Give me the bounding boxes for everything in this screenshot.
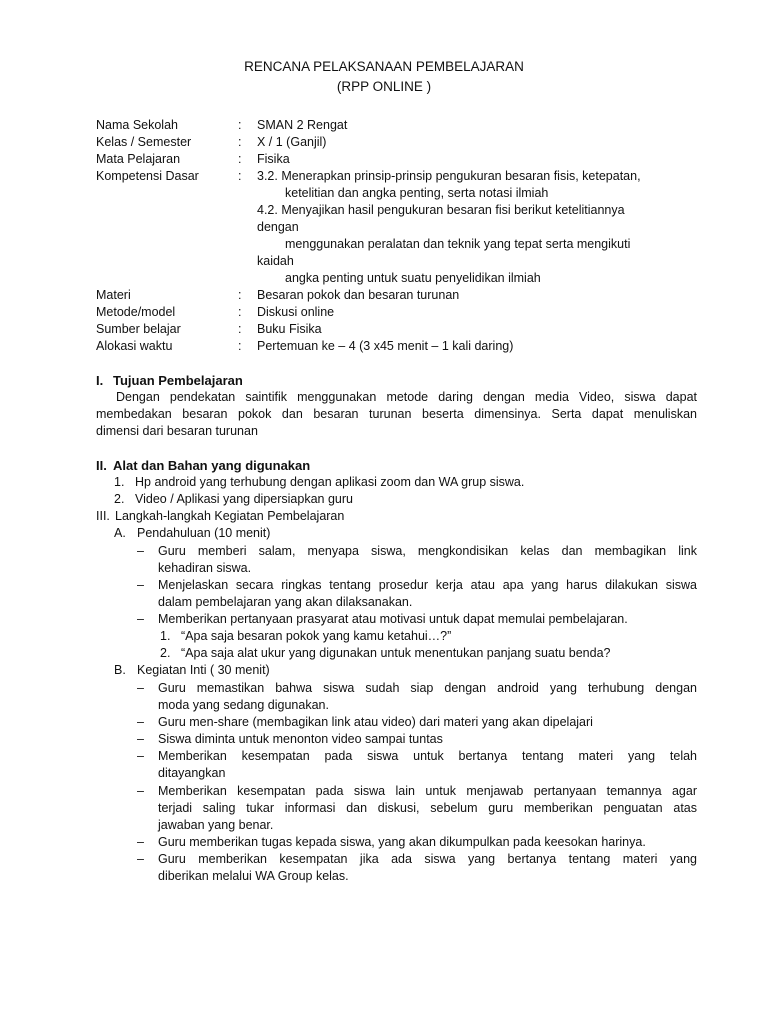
activity-line: Memberikan kesempatan pada siswa lain untuk menjawab pertanyaan temannya agar: [158, 784, 697, 798]
label-kelas-semester: Kelas / Semester: [96, 135, 192, 149]
dash-bullet: –: [137, 681, 144, 695]
kd-line: 3.2. Menerapkan prinsip-prinsip pengukuran besaran fisis, ketepatan,: [257, 169, 641, 183]
label-kompetensi-dasar: Kompetensi Dasar: [96, 169, 199, 183]
value-alokasi-waktu: Pertemuan ke – 4 (3 x45 menit – 1 kali daring): [257, 339, 514, 353]
dash-bullet: –: [137, 784, 144, 798]
subsection-letter: B.: [114, 663, 126, 677]
activity-line: diberikan melalui WA Group kelas.: [158, 869, 349, 883]
activity-line: Guru memastikan bahwa siswa sudah siap dengan android yang terhubung dengan: [158, 681, 697, 695]
colon: :: [238, 152, 242, 166]
dash-bullet: –: [137, 732, 144, 746]
colon: :: [238, 339, 242, 353]
section-3-heading: Langkah-langkah Kegiatan Pembelajaran: [115, 509, 345, 523]
list-number: 1.: [114, 475, 125, 489]
activity-line: Guru memberikan tugas kepada siswa, yang akan dikumpulkan pada keesokan harinya.: [158, 835, 646, 849]
value-materi: Besaran pokok dan besaran turunan: [257, 288, 460, 302]
label-mata-pelajaran: Mata Pelajaran: [96, 152, 181, 166]
dash-bullet: –: [137, 852, 144, 866]
document-title: RENCANA PELAKSANAAN PEMBELAJARAN: [244, 59, 524, 74]
objective-paragraph-line: dimensi dari besaran turunan: [96, 424, 258, 438]
list-item: Hp android yang terhubung dengan aplikasi zoom dan WA grup siswa.: [135, 475, 525, 489]
dash-bullet: –: [137, 835, 144, 849]
dash-bullet: –: [137, 715, 144, 729]
subsection-title: Pendahuluan (10 menit): [137, 526, 271, 540]
label-alokasi-waktu: Alokasi waktu: [96, 339, 173, 353]
colon: :: [238, 305, 242, 319]
activity-line: Guru memberi salam, menyapa siswa, mengkondisikan kelas dan membagikan link: [158, 544, 697, 558]
question-text: “Apa saja alat ukur yang digunakan untuk menentukan panjang suatu benda?: [181, 646, 611, 660]
label-materi: Materi: [96, 288, 131, 302]
activity-line: Memberikan kesempatan pada siswa untuk bertanya tentang materi yang telah: [158, 749, 697, 763]
value-metode: Diskusi online: [257, 305, 335, 319]
question-number: 1.: [160, 629, 171, 643]
activity-line: jawaban yang benar.: [158, 818, 274, 832]
activity-line: Menjelaskan secara ringkas tentang prosedur kerja atau apa yang harus dilakukan siswa: [158, 578, 697, 592]
kd-line: angka penting untuk suatu penyelidikan ilmiah: [285, 271, 541, 285]
activity-line: dalam pembelajaran yang akan dilaksanakan.: [158, 595, 413, 609]
colon: :: [238, 118, 242, 132]
colon: :: [238, 322, 242, 336]
label-nama-sekolah: Nama Sekolah: [96, 118, 178, 132]
value-nama-sekolah: SMAN 2 Rengat: [257, 118, 348, 132]
section-2-number: II.: [96, 458, 107, 473]
kd-line: kaidah: [257, 254, 294, 268]
activity-line: Guru men-share (membagikan link atau video) dari materi yang akan dipelajari: [158, 715, 593, 729]
objective-paragraph-line: membedakan besaran pokok dan besaran turunan beserta dimensinya. Serta dapat menuliskan: [96, 407, 697, 421]
value-kelas-semester: X / 1 (Ganjil): [257, 135, 327, 149]
dash-bullet: –: [137, 749, 144, 763]
section-1-heading: Tujuan Pembelajaran: [113, 373, 243, 388]
kd-line: menggunakan peralatan dan teknik yang tepat serta mengikuti: [285, 237, 631, 251]
kd-line: dengan: [257, 220, 299, 234]
activity-line: moda yang sedang digunakan.: [158, 698, 329, 712]
dash-bullet: –: [137, 612, 144, 626]
dash-bullet: –: [137, 544, 144, 558]
objective-paragraph-line: Dengan pendekatan saintifik menggunakan metode daring dengan media Video, siswa dapat: [116, 390, 697, 404]
section-1-number: I.: [96, 373, 104, 388]
value-mata-pelajaran: Fisika: [257, 152, 290, 166]
question-number: 2.: [160, 646, 171, 660]
activity-line: kehadiran siswa.: [158, 561, 252, 575]
activity-line: terjadi saling tukar informasi dan diskusi, sebelum guru memberikan penguatan atas: [158, 801, 697, 815]
activity-line: Memberikan pertanyaan prasyarat atau motivasi untuk dapat memulai pembelajaran.: [158, 612, 628, 626]
label-metode: Metode/model: [96, 305, 176, 319]
list-number: 2.: [114, 492, 125, 506]
kd-line: 4.2. Menyajikan hasil pengukuran besaran fisi berikut ketelitiannya: [257, 203, 625, 217]
section-3-number: III.: [96, 509, 110, 523]
section-2-heading: Alat dan Bahan yang digunakan: [113, 458, 311, 473]
colon: :: [238, 135, 242, 149]
value-sumber-belajar: Buku Fisika: [257, 322, 322, 336]
colon: :: [238, 169, 242, 183]
activity-line: Siswa diminta untuk menonton video sampai tuntas: [158, 732, 443, 746]
question-text: “Apa saja besaran pokok yang kamu ketahui…?”: [181, 629, 452, 643]
dash-bullet: –: [137, 578, 144, 592]
subsection-title: Kegiatan Inti ( 30 menit): [137, 663, 270, 677]
document-subtitle: (RPP ONLINE ): [336, 79, 432, 94]
label-sumber-belajar: Sumber belajar: [96, 322, 181, 336]
subsection-letter: A.: [114, 526, 126, 540]
list-item: Video / Aplikasi yang dipersiapkan guru: [135, 492, 353, 506]
activity-line: ditayangkan: [158, 766, 226, 780]
colon: :: [238, 288, 242, 302]
kd-line: ketelitian dan angka penting, serta notasi ilmiah: [285, 186, 549, 200]
activity-line: Guru memberikan kesempatan jika ada siswa yang bertanya tentang materi yang: [158, 852, 697, 866]
